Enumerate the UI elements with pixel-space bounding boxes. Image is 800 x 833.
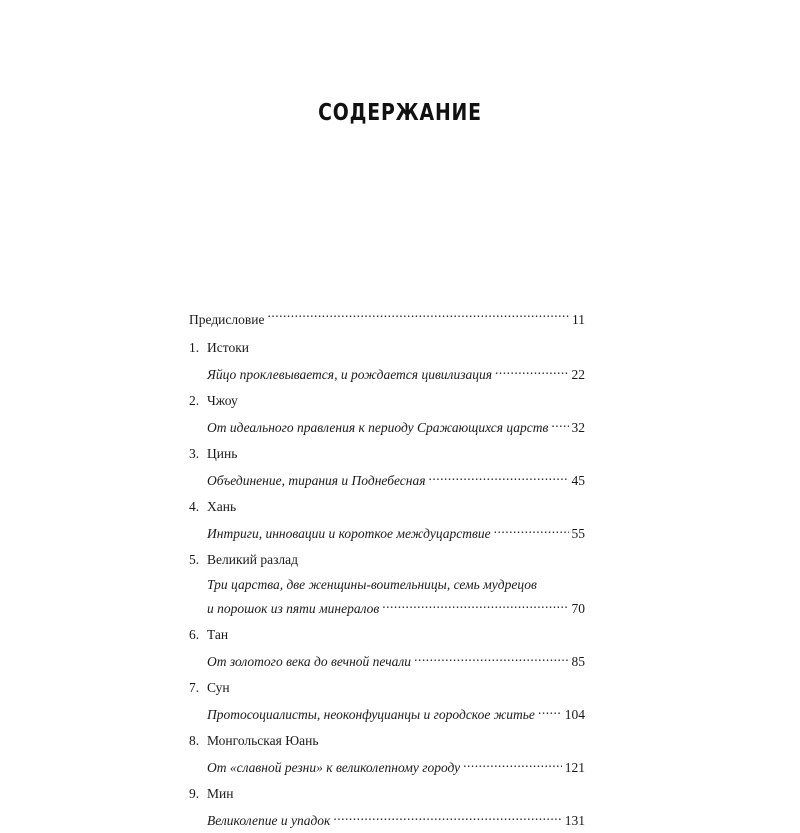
toc-chapter-1-subtitle (189, 362, 585, 387)
toc-chapter-2-subtitle (189, 415, 585, 440)
dot-leader (538, 706, 562, 720)
dot-leader (267, 311, 569, 325)
dot-leader (551, 419, 568, 433)
chapter-number: 3. (189, 446, 200, 461)
toc-page-number: 22 (571, 367, 585, 382)
table-of-contents (189, 306, 585, 833)
dot-leader (429, 472, 569, 486)
toc-chapter-3 (189, 440, 585, 468)
toc-entry-label: Предисловие (189, 312, 265, 327)
toc-chapter-1 (189, 334, 585, 362)
toc-page-number: 104 (564, 707, 585, 722)
chapter-subtitle: От идеального правления к периоду Сражающихся царств (207, 420, 549, 435)
chapter-title: Монгольская Юань (207, 733, 319, 748)
toc-chapter-2 (189, 387, 585, 415)
chapter-subtitle: От золотого века до вечной печали (207, 654, 412, 669)
dot-leader (494, 525, 569, 539)
chapter-number: 1. (189, 340, 200, 355)
chapter-title: Великий разлад (207, 552, 299, 567)
dot-leader (463, 759, 562, 773)
chapter-title: Тан (207, 627, 229, 642)
toc-chapter-5-subtitle-line-1 (189, 574, 585, 596)
chapter-subtitle: Великолепие и упадок (207, 813, 331, 828)
toc-chapter-5 (189, 546, 585, 574)
dot-leader (333, 812, 561, 826)
toc-page-number: 70 (571, 601, 585, 616)
toc-page-number: 131 (564, 813, 585, 828)
toc-chapter-8 (189, 727, 585, 755)
chapter-title: Истоки (207, 340, 249, 355)
toc-chapter-4 (189, 493, 585, 521)
toc-chapter-5-subtitle-line-2 (189, 596, 585, 621)
toc-chapter-6-subtitle (189, 649, 585, 674)
toc-page-number: 11 (572, 312, 585, 327)
toc-chapter-3-subtitle (189, 468, 585, 493)
chapter-title: Цинь (207, 446, 238, 461)
chapter-subtitle: Объединение, тирания и Поднебесная (207, 473, 426, 488)
chapter-subtitle: Три царства, две женщины-воительницы, семь мудрецов (207, 577, 537, 592)
dot-leader (414, 653, 568, 667)
chapter-number: 7. (189, 680, 200, 695)
toc-chapter-7 (189, 674, 585, 702)
chapter-title: Сун (207, 680, 230, 695)
page-title: СОДЕРЖАНИЕ (318, 100, 482, 126)
chapter-number: 8. (189, 733, 200, 748)
toc-entry-preface (189, 306, 585, 334)
chapter-number: 2. (189, 393, 200, 408)
chapter-number: 4. (189, 499, 200, 514)
toc-chapter-9-subtitle (189, 808, 585, 833)
chapter-subtitle: Яйцо проклевывается, и рождается цивилизация (207, 367, 492, 382)
chapter-subtitle: и порошок из пяти минералов (207, 601, 380, 616)
chapter-number: 9. (189, 786, 200, 801)
chapter-number: 5. (189, 552, 200, 567)
dot-leader (495, 366, 569, 380)
toc-chapter-4-subtitle (189, 521, 585, 546)
toc-page-number: 45 (571, 473, 585, 488)
chapter-subtitle: Интриги, инновации и короткое междуцарствие (207, 526, 491, 541)
toc-chapter-8-subtitle (189, 755, 585, 780)
toc-page-number: 85 (571, 654, 585, 669)
chapter-subtitle: От «славной резни» к великолепному городу (207, 760, 461, 775)
chapter-title: Мин (207, 786, 234, 801)
chapter-subtitle: Протосоциалисты, неоконфуцианцы и городское житье (207, 707, 535, 722)
chapter-title: Хань (207, 499, 237, 514)
toc-page-number: 32 (571, 420, 585, 435)
toc-chapter-7-subtitle (189, 702, 585, 727)
toc-page-number: 121 (564, 760, 585, 775)
chapter-number: 6. (189, 627, 200, 642)
toc-chapter-9 (189, 780, 585, 808)
toc-chapter-6 (189, 621, 585, 649)
toc-page-number: 55 (571, 526, 585, 541)
chapter-title: Чжоу (207, 393, 238, 408)
dot-leader (382, 600, 568, 614)
